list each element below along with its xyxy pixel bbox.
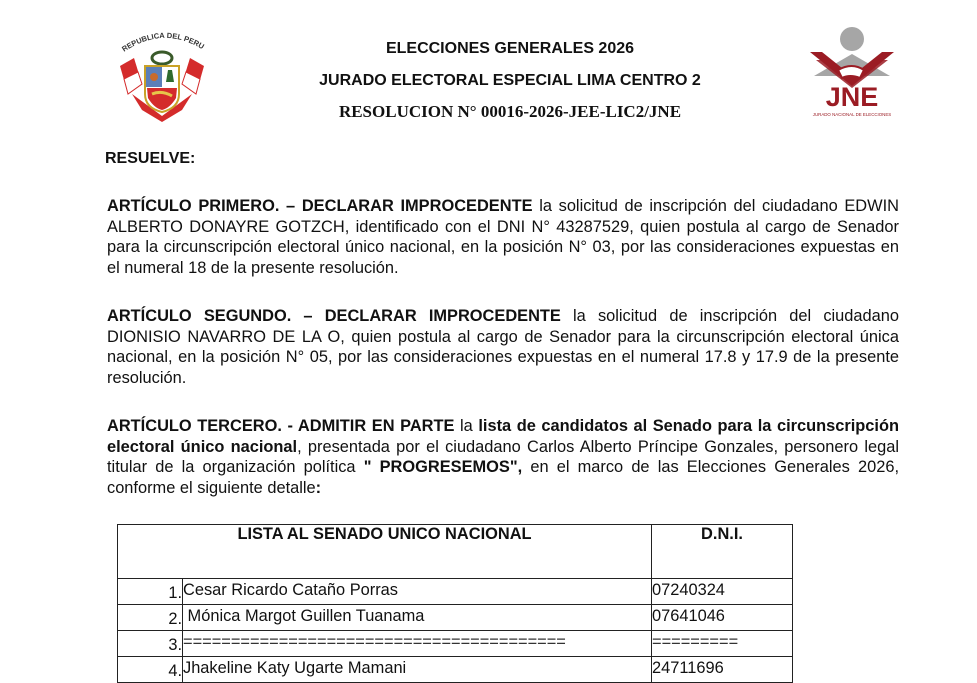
svg-text:REPUBLICA DEL PERU: REPUBLICA DEL PERU <box>120 30 206 54</box>
article-third-colon: : <box>315 478 322 497</box>
article-second-lead: ARTÍCULO SEGUNDO. – DECLARAR IMPROCEDENTE <box>107 307 561 325</box>
article-first-lead: ARTÍCULO PRIMERO. – DECLARAR IMPROCEDENTE <box>107 197 533 215</box>
row-number: 4. <box>118 657 183 683</box>
article-first-text: la solicitud de inscripción del ciudadano EDWIN ALBERTO DONAYRE GOTZCH, identificado con el DNI N° 43287529, quien postula al cargo de Senador para la circunscripción electoral único nacional, en la posición N° 03, por las consideraciones expuestas en el numeral 18 de la presente resolución. <box>107 197 899 277</box>
candidate-dni: 07240324 <box>652 579 793 605</box>
candidate-dni-redacted: ========= <box>652 631 793 657</box>
svg-text:JURADO NACIONAL DE ELECCIONES: JURADO NACIONAL DE ELECCIONES <box>812 112 892 117</box>
resuelve-heading: RESUELVE: <box>105 150 196 167</box>
peru-coat-of-arms-logo <box>112 24 212 124</box>
header-list-name: LISTA AL SENADO UNICO NACIONAL <box>118 525 652 579</box>
table-header-row <box>118 525 793 579</box>
article-third-lead: ARTÍCULO TERCERO. - ADMITIR EN PARTE <box>107 417 455 435</box>
table-row <box>118 605 793 631</box>
article-third-text-e: en el marco de las Elecciones Generales 2026, conforme el siguiente detalle <box>107 458 900 497</box>
party-name: " PROGRESEMOS", <box>363 458 523 476</box>
article-first <box>107 196 899 278</box>
senate-candidates-table <box>117 524 793 683</box>
candidate-name: Mónica Margot Guillen Tuanama <box>183 605 652 631</box>
table-row <box>118 631 793 657</box>
table-row <box>118 657 793 683</box>
article-second-text: la solicitud de inscripción del ciudadano DIONISIO NAVARRO DE LA O, quien postula al cargo de Senador para la circunscripción electoral única nacional, en la posición N° 05, por las consideraciones expuestas en el numeral 17.8 y 17.9 de la presente resolución. <box>107 307 899 387</box>
row-number: 1. <box>118 579 183 605</box>
svg-text:JNE: JNE <box>825 82 879 112</box>
row-number: 2. <box>118 605 183 631</box>
article-third-text-a: la <box>454 417 479 435</box>
election-title: ELECCIONES GENERALES 2026 <box>385 40 635 57</box>
candidate-dni: 07641046 <box>652 605 793 631</box>
article-third <box>107 416 899 498</box>
table-row <box>118 579 793 605</box>
header-dni: D.N.I. <box>652 525 793 579</box>
candidate-dni: 24711696 <box>652 657 793 683</box>
candidate-name: Cesar Ricardo Cataño Porras <box>183 579 652 605</box>
article-third-text-c: , presentada por el ciudadano Carlos Alberto Príncipe Gonzales, personero legal titular de la organización política <box>107 437 899 476</box>
jne-logo-icon <box>800 26 910 118</box>
candidate-name-redacted: ======================================== <box>183 631 652 657</box>
candidate-name: Jhakeline Katy Ugarte Mamani <box>183 657 652 683</box>
jury-title: JURADO ELECTORAL ESPECIAL LIMA CENTRO 2 <box>319 72 701 89</box>
resolution-number: RESOLUCION N° 00016-2026-JEE-LIC2/JNE <box>338 102 682 121</box>
article-second <box>107 306 899 388</box>
article-third-list-title: lista de candidatos al Senado para la circunscripción electoral único nacional <box>107 417 900 456</box>
jne-logo <box>800 26 910 118</box>
row-number: 3. <box>118 631 183 657</box>
peru-coat-of-arms-icon <box>112 24 212 124</box>
